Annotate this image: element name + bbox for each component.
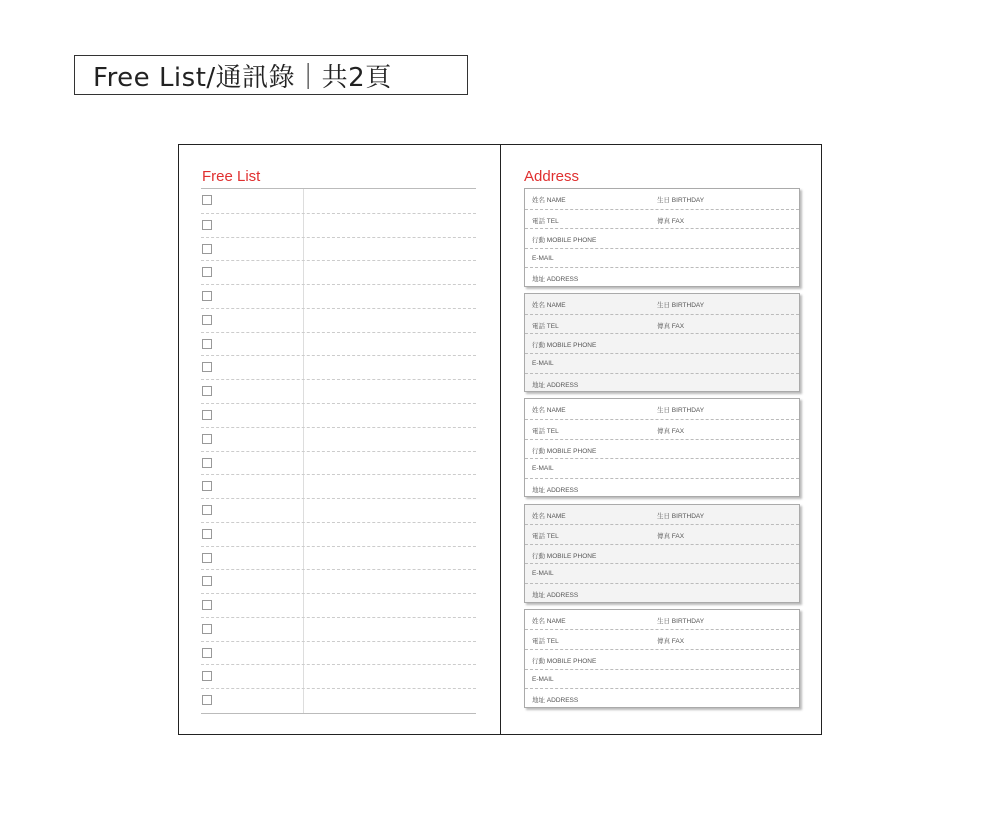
- card-row-email: [525, 248, 799, 268]
- checkbox-icon[interactable]: [202, 695, 212, 705]
- address-card: [524, 504, 800, 603]
- card-label-email: E-MAIL: [532, 570, 554, 578]
- checkbox-icon[interactable]: [202, 481, 212, 491]
- free-list-row: [201, 522, 476, 546]
- free-list-row: [201, 593, 476, 617]
- checkbox-icon[interactable]: [202, 362, 212, 372]
- free-list-row: [201, 355, 476, 379]
- card-row-name: [525, 505, 799, 525]
- card-label-birthday: 生日 BIRTHDAY: [657, 407, 705, 415]
- checkbox-icon[interactable]: [202, 576, 212, 586]
- address-card: [524, 293, 800, 392]
- card-label-name: 姓名 NAME: [532, 512, 566, 520]
- card-label-email: E-MAIL: [532, 675, 554, 683]
- checkbox-icon[interactable]: [202, 244, 212, 254]
- card-label-mobile: 行動 MOBILE PHONE: [532, 447, 597, 455]
- checkbox-icon[interactable]: [202, 505, 212, 515]
- address-heading: Address: [524, 168, 580, 185]
- card-label-address: 地址 ADDRESS: [532, 697, 579, 705]
- card-row-address: [525, 267, 799, 287]
- card-row-mobile: [525, 544, 799, 564]
- free-list-row: [201, 498, 476, 522]
- card-label-name: 姓名 NAME: [532, 302, 566, 310]
- card-label-tel: 電話 TEL: [532, 217, 559, 225]
- card-label-fax: 傳真 FAX: [657, 638, 685, 646]
- card-row-email: [525, 458, 799, 478]
- card-label-mobile: 行動 MOBILE PHONE: [532, 342, 597, 350]
- card-label-address: 地址 ADDRESS: [532, 381, 579, 389]
- free-list-row: [201, 641, 476, 665]
- card-label-email: E-MAIL: [532, 465, 554, 473]
- checkbox-icon[interactable]: [202, 410, 212, 420]
- free-list-row: [201, 403, 476, 427]
- card-label-fax: 傳真 FAX: [657, 217, 685, 225]
- checkbox-icon[interactable]: [202, 624, 212, 634]
- checkbox-icon[interactable]: [202, 339, 212, 349]
- card-row-name: [525, 294, 799, 314]
- card-label-birthday: 生日 BIRTHDAY: [657, 197, 705, 204]
- card-row-tel: [525, 629, 799, 649]
- card-row-tel: [525, 314, 799, 334]
- free-list-row: [201, 688, 476, 712]
- checkbox-icon[interactable]: [202, 671, 212, 681]
- card-row-email: [525, 353, 799, 373]
- checkbox-icon[interactable]: [202, 315, 212, 325]
- card-row-address: [525, 478, 799, 498]
- checkbox-icon[interactable]: [202, 386, 212, 396]
- card-label-tel: 電話 TEL: [532, 322, 559, 330]
- free-list-row: [201, 474, 476, 498]
- card-label-mobile: 行動 MOBILE PHONE: [532, 552, 597, 560]
- free-list-row: [201, 569, 476, 593]
- card-label-fax: 傳真 FAX: [657, 322, 685, 330]
- checkbox-icon[interactable]: [202, 220, 212, 230]
- card-row-email: [525, 563, 799, 583]
- card-row-name: [525, 189, 799, 209]
- card-row-mobile: [525, 228, 799, 248]
- free-list-row: [201, 237, 476, 261]
- free-list: [201, 188, 476, 714]
- card-label-name: 姓名 NAME: [532, 407, 566, 415]
- card-label-mobile: 行動 MOBILE PHONE: [532, 657, 597, 665]
- card-label-birthday: 生日 BIRTHDAY: [657, 512, 705, 520]
- card-row-email: [525, 669, 799, 689]
- free-list-row: [201, 427, 476, 451]
- checkbox-icon[interactable]: [202, 195, 212, 205]
- card-row-name: [525, 399, 799, 419]
- card-label-fax: 傳真 FAX: [657, 427, 685, 435]
- free-list-row: [201, 189, 476, 213]
- notebook-spread: [178, 144, 822, 735]
- free-list-row: [201, 451, 476, 475]
- address-card: [524, 609, 800, 708]
- checkbox-icon[interactable]: [202, 458, 212, 468]
- card-label-fax: 傳真 FAX: [657, 533, 685, 541]
- card-label-name: 姓名 NAME: [532, 197, 566, 204]
- free-list-row: [201, 546, 476, 570]
- checkbox-icon[interactable]: [202, 648, 212, 658]
- checkbox-icon[interactable]: [202, 600, 212, 610]
- card-row-mobile: [525, 649, 799, 669]
- free-list-row: [201, 308, 476, 332]
- checkbox-icon[interactable]: [202, 553, 212, 563]
- card-label-email: E-MAIL: [532, 359, 554, 367]
- card-row-mobile: [525, 333, 799, 353]
- card-label-name: 姓名 NAME: [532, 617, 566, 625]
- card-label-birthday: 生日 BIRTHDAY: [657, 302, 705, 310]
- free-list-row: [201, 617, 476, 641]
- card-row-address: [525, 583, 799, 603]
- free-list-row: [201, 213, 476, 237]
- card-row-tel: [525, 524, 799, 544]
- card-label-tel: 電話 TEL: [532, 533, 559, 541]
- card-row-address: [525, 373, 799, 393]
- checkbox-icon[interactable]: [202, 291, 212, 301]
- checkbox-icon[interactable]: [202, 434, 212, 444]
- page-title-box: [74, 55, 468, 95]
- address-card: [524, 188, 800, 287]
- card-label-tel: 電話 TEL: [532, 427, 559, 435]
- card-label-email: E-MAIL: [532, 254, 554, 262]
- free-list-row: [201, 284, 476, 308]
- card-label-address: 地址 ADDRESS: [532, 276, 579, 284]
- card-label-tel: 電話 TEL: [532, 638, 559, 646]
- spine-divider: [500, 145, 501, 734]
- address-card: [524, 398, 800, 497]
- free-list-row: [201, 332, 476, 356]
- page-title: Free List/通訊錄｜共2頁: [93, 62, 392, 93]
- card-row-name: [525, 610, 799, 630]
- card-label-mobile: 行動 MOBILE PHONE: [532, 237, 597, 245]
- card-row-tel: [525, 209, 799, 229]
- free-list-row: [201, 379, 476, 403]
- card-row-tel: [525, 419, 799, 439]
- checkbox-icon[interactable]: [202, 529, 212, 539]
- card-row-mobile: [525, 439, 799, 459]
- free-list-row: [201, 664, 476, 688]
- card-label-address: 地址 ADDRESS: [532, 486, 579, 494]
- free-list-heading: Free List: [202, 168, 261, 185]
- card-label-address: 地址 ADDRESS: [532, 591, 579, 599]
- card-label-birthday: 生日 BIRTHDAY: [657, 617, 705, 625]
- checkbox-icon[interactable]: [202, 267, 212, 277]
- free-list-row: [201, 260, 476, 284]
- card-row-address: [525, 688, 799, 708]
